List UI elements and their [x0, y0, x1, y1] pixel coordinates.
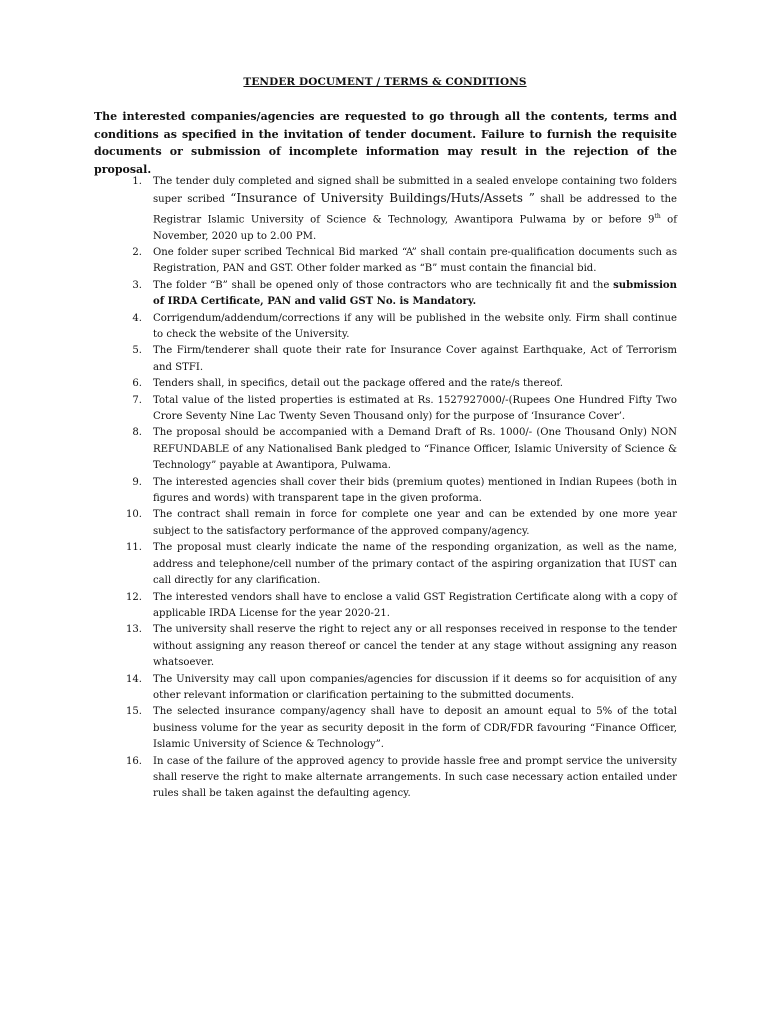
clause-number: 5. [132, 345, 142, 357]
clause-number: 14. [125, 673, 142, 685]
clause-item [94, 393, 677, 426]
clause-item [94, 475, 677, 508]
clause-number: 2. [132, 246, 142, 258]
clause-number: 7. [132, 394, 142, 406]
clause-item [94, 245, 677, 278]
clause-number: 8. [132, 427, 142, 439]
clause-number: 1. [132, 176, 142, 187]
clause-number: 9. [132, 476, 142, 488]
clause-item [94, 754, 677, 803]
clause-text: One folder super scribed Technical Bid marked “A” shall contain pre-qualification documents such as Registration, PAN and GST. Other folder marked as “B” must contain the financial bid. [153, 246, 677, 275]
clause-item [94, 672, 677, 705]
clause-number: 6. [132, 378, 142, 390]
terms-list [94, 174, 677, 803]
clause-number: 15. [125, 706, 142, 718]
clause-item [94, 376, 677, 392]
clause-item: 1. The tender duly completed and signed shall be submitted in a sealed envelope containing two folders super scribed “Insurance of University Buildings/Huts/Assets ” shall be addressed to the Registrar Islamic University of Science & Technology, Awantipora Pulwama by or before 9th of November, 2020 up to 2.00 PM. [94, 174, 677, 245]
clause-number: 4. [132, 312, 142, 324]
clause-text: The University may call upon companies/agencies for discussion if it deems so for acquisition of any other relevant information or clarification pertaining to the submitted documents. [153, 673, 677, 701]
clause-number: 11. [125, 542, 142, 554]
clause-text: The selected insurance company/agency shall have to deposit an amount equal to 5% of the total business volume for the year as security deposit in the form of CDR/FDR favouring “Finance Officer, Islamic University of Science & Technology”. [153, 706, 677, 751]
clause-item [94, 507, 677, 540]
clause-text: The interested agencies shall cover their bids (premium quotes) mentioned in Indian Rupees (both in figures and words) with transparent tape in the given proforma. [153, 476, 677, 505]
clause-text: The interested vendors shall have to enclose a valid GST Registration Certificate along with a copy of applicable IRDA License for the year 2020-21. [153, 591, 677, 619]
clause-text: The Firm/tenderer shall quote their rate for Insurance Cover against Earthquake, Act of Terrorism and STFI. [153, 345, 677, 373]
clause-number: 12. [125, 591, 142, 603]
clause-item [94, 590, 677, 623]
clause-item [94, 311, 677, 344]
clause-number: 13. [125, 624, 142, 636]
clause-item [94, 425, 677, 474]
intro-paragraph: The interested companies/agencies are requested to go through all the contents, terms and conditions as specified in the invitation of tender document. Failure to furnish the requisite documents or submission of incomplete information may result in the rejection of the proposal. [94, 110, 677, 176]
clause-text: The folder “B” shall be opened only of those contractors who are technically fit and the [153, 279, 614, 291]
clause-item [94, 704, 677, 753]
clause-number: 10. [125, 509, 142, 521]
clause-bold-text: submission of IRDA Certificate, PAN and valid GST No. is Mandatory. [153, 279, 677, 308]
clause-text: The proposal should be accompanied with a Demand Draft of Rs. 1000/- (One Thousand Only) NON REFUNDABLE of any Nationalised Bank pledged to “Finance Officer, Islamic University of Science & Technology” payable at Awantipora, Pulwama. [153, 427, 677, 472]
clause-text: The contract shall remain in force for complete one year and can be extended by one more year subject to the satisfactory performance of the approved company/agency. [153, 509, 677, 537]
clause-item [94, 343, 677, 376]
clause-text: The proposal must clearly indicate the name of the responding organization, as well as the name, address and telephone/cell number of the primary contact of the aspiring organization that IUST can call directly for any clarification. [153, 542, 677, 587]
clause-number: 3. [132, 279, 142, 291]
clause-text: Total value of the listed properties is estimated at Rs. 1527927000/-(Rupees One Hundred Fifty Two Crore Seventy Nine Lac Twenty Seven Thousand only) for the purpose of ‘Insurance Cover’. [153, 394, 677, 423]
clause-number: 16. [125, 755, 142, 767]
clause-text: Tenders shall, in specifics, detail out the package offered and the rate/s thereof. [153, 378, 563, 390]
clause-item [94, 540, 677, 589]
clause-text: In case of the failure of the approved agency to provide hassle free and prompt service the university shall reserve the right to make alternate arrangements. In such case necessary action entailed under rules shall be taken against the defaulting agency. [153, 755, 677, 800]
clause-text: The university shall reserve the right to reject any or all responses received in response to the tender without assigning any reason thereof or cancel the tender at any stage without assigning any reason whatsoever. [153, 624, 677, 669]
clause-text: Corrigendum/addendum/corrections if any will be published in the website only. Firm shall continue to check the website of the University. [153, 312, 677, 341]
document-title: TENDER DOCUMENT / TERMS & CONDITIONS [243, 76, 527, 88]
clause-item [94, 278, 677, 311]
clause-item [94, 622, 677, 671]
